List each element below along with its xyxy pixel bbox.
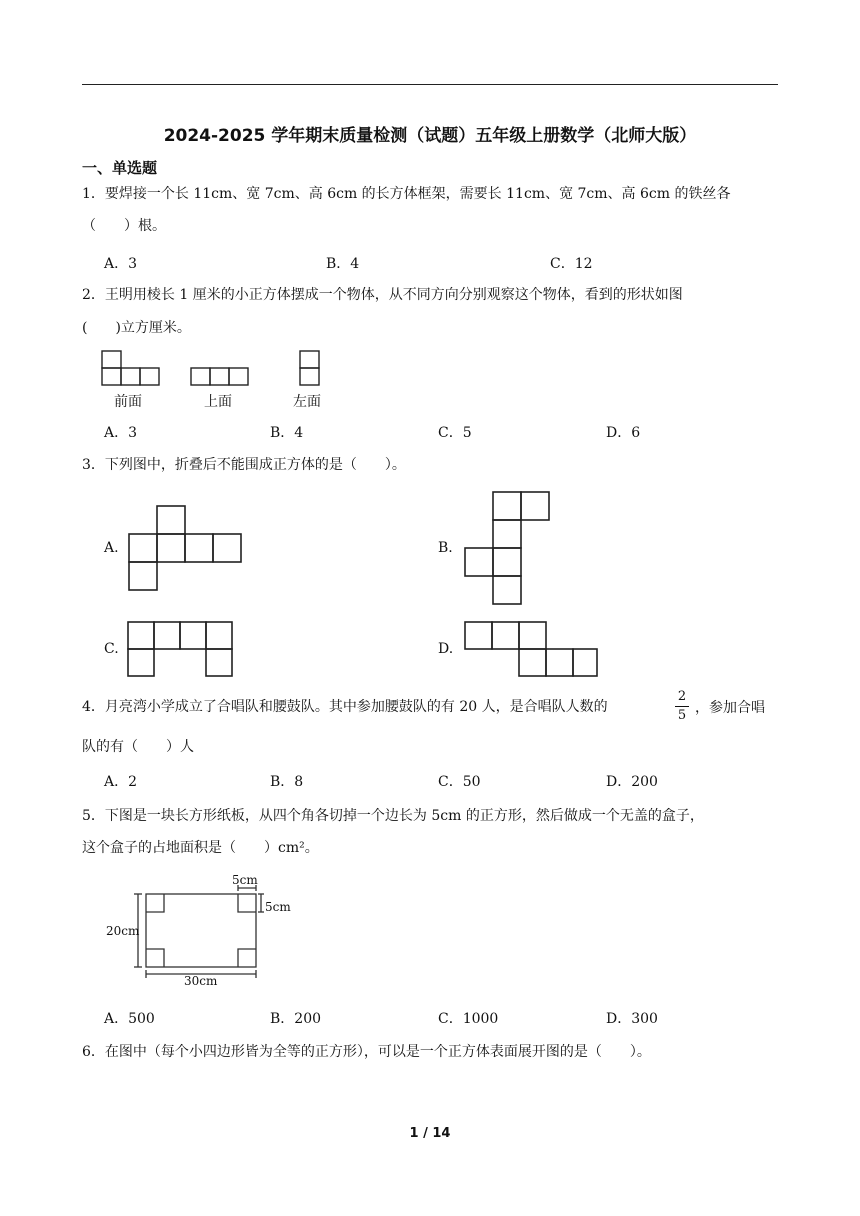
fraction-numerator: 2 bbox=[677, 689, 687, 704]
q4-option-d: D．200 bbox=[606, 774, 658, 790]
net-figure-b bbox=[461, 488, 553, 608]
net-figure-c bbox=[124, 618, 238, 680]
net-figure-d bbox=[461, 618, 601, 680]
page-title: 2024-2025 学年期末质量检测（试题）五年级上册数学（北师大版） bbox=[163, 126, 697, 146]
label-right-5cm: 5cm bbox=[265, 900, 291, 914]
fraction-two-fifths bbox=[675, 689, 689, 724]
view-label-front: 前面 bbox=[114, 394, 142, 410]
q5-option-c: C．1000 bbox=[438, 1011, 499, 1027]
q1-option-c: C．12 bbox=[550, 256, 593, 272]
q5-option-b: B．200 bbox=[270, 1011, 322, 1027]
page-number: 1 / 14 bbox=[409, 1126, 451, 1141]
question-5-line1: 5．下图是一块长方形纸板，从四个角各切掉一个边长为 5cm 的正方形，然后做成一个无盖的盒子， bbox=[82, 808, 704, 824]
three-views-figure bbox=[98, 347, 338, 389]
label-top-5cm: 5cm bbox=[232, 873, 258, 887]
view-label-top: 上面 bbox=[204, 394, 232, 410]
q4-option-a: A．2 bbox=[104, 774, 138, 790]
q1-option-a: A．3 bbox=[104, 256, 138, 272]
view-label-left: 左面 bbox=[293, 394, 321, 410]
label-bottom-30cm: 30cm bbox=[184, 974, 218, 988]
label-left-20cm: 20cm bbox=[106, 924, 140, 938]
net-figure-a bbox=[125, 502, 247, 594]
question-4-line2: 队的有（ ）人 bbox=[82, 739, 194, 755]
q2-option-b: B．4 bbox=[270, 425, 304, 441]
fraction-denominator: 5 bbox=[677, 708, 687, 723]
q5-option-d: D．300 bbox=[606, 1011, 658, 1027]
question-3-line1: 3．下列图中，折叠后不能围成正方体的是（ ）。 bbox=[82, 457, 406, 473]
q1-option-b: B．4 bbox=[326, 256, 360, 272]
question-4-line1-tail: ，参加合唱 bbox=[695, 700, 765, 716]
q3-option-b-label: B. bbox=[438, 540, 453, 556]
q4-option-c: C．50 bbox=[438, 774, 481, 790]
fraction-bar bbox=[675, 706, 689, 707]
question-1-line2: （ ）根。 bbox=[82, 218, 166, 234]
q2-option-a: A．3 bbox=[104, 425, 138, 441]
q3-option-d-label: D. bbox=[438, 641, 454, 657]
question-4-line1: 4．月亮湾小学成立了合唱队和腰鼓队。其中参加腰鼓队的有 20 人，是合唱队人数的 bbox=[82, 699, 608, 715]
header-rule bbox=[82, 84, 778, 85]
section-heading: 一、单选题 bbox=[82, 159, 158, 177]
q2-option-c: C．5 bbox=[438, 425, 472, 441]
question-6-line1: 6．在图中（每个小四边形皆为全等的正方形），可以是一个正方体表面展开图的是（ ）。 bbox=[82, 1044, 651, 1060]
q2-option-d: D．6 bbox=[606, 425, 641, 441]
q3-option-a-label: A. bbox=[104, 540, 119, 556]
q5-option-a: A．500 bbox=[104, 1011, 155, 1027]
q4-option-b: B．8 bbox=[270, 774, 304, 790]
question-2-line2: ( )立方厘米。 bbox=[82, 320, 191, 336]
question-1-line1: 1．要焊接一个长 11cm、宽 7cm、高 6cm 的长方体框架，需要长 11cm、宽 7cm、高 6cm 的铁丝各 bbox=[82, 186, 731, 202]
q3-option-c-label: C. bbox=[104, 641, 119, 657]
question-5-line2: 这个盒子的占地面积是（ ）cm²。 bbox=[82, 840, 319, 856]
question-2-line1: 2．王明用棱长 1 厘米的小正方体摆成一个物体，从不同方向分别观察这个物体，看到的形状如图 bbox=[82, 287, 683, 303]
